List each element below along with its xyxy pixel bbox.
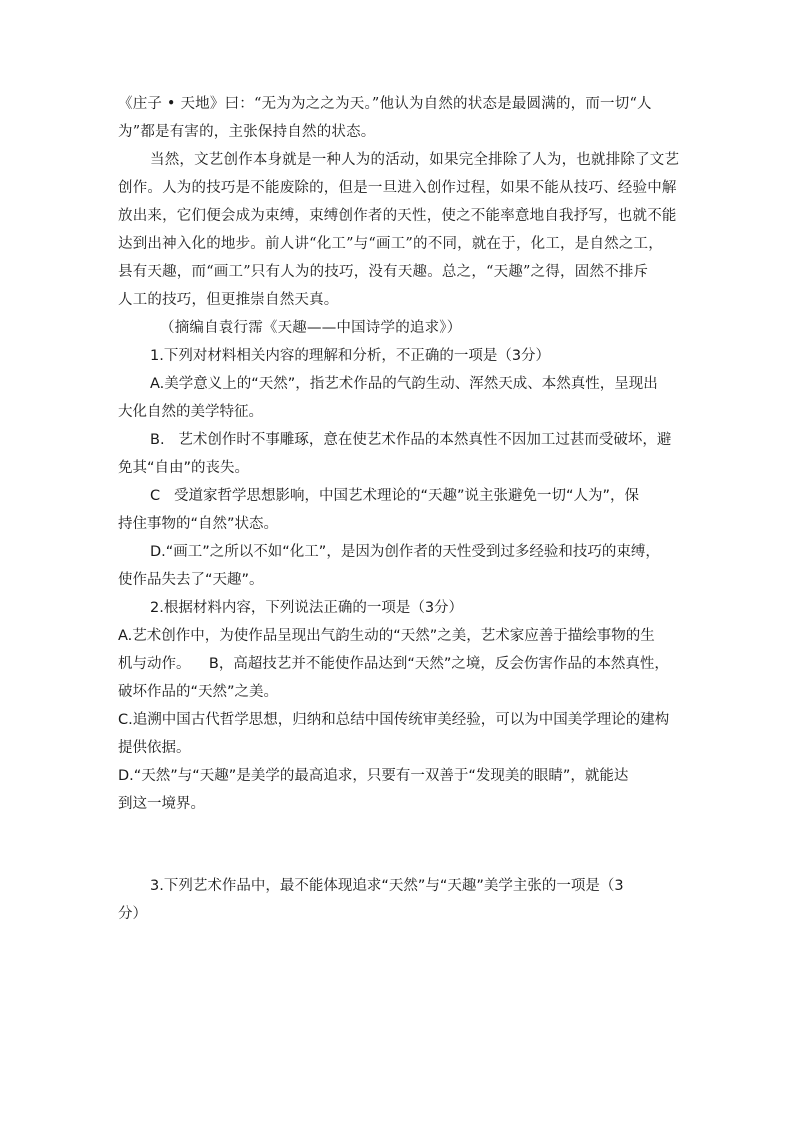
passage-source: （摘编自袁行霈《天趣——中国诗学的追求》）: [160, 320, 462, 336]
passage-line: 人工的技巧，但更推崇自然天真。: [118, 292, 339, 308]
question-1-option: 持住事物的“自然”状态。: [118, 516, 279, 532]
question-1-option: A.美学意义上的“天然”，指艺术作品的气韵生动、浑然天成、本然真性，呈现出: [150, 376, 658, 392]
question-3-stem: 分）: [118, 906, 147, 922]
question-1-option: 免其“自由”的丧失。: [118, 460, 250, 476]
question-2-option: C.追溯中国古代哲学思想，归纳和总结中国传统审美经验，可以为中国美学理论的建构: [118, 712, 670, 728]
passage-line: 《庄子 • 天地》曰：“无为为之之为天。”他认为自然的状态是最圆满的，而一切“人: [118, 96, 652, 112]
question-1-option: B. 艺术创作时不事雕琢，意在使艺术作品的本然真性不因加工过甚而受破坏，避: [150, 432, 672, 448]
passage-line: 达到出神入化的地步。前人讲“化工”与“画工”的不同，就在于，化工，是自然之工，: [118, 236, 663, 252]
passage-line: 放出来，它们便会成为束缚，束缚创作者的天性，使之不能率意地自我抒写，也就不能: [118, 208, 677, 224]
question-1-stem: 1.下列对材料相关内容的理解和分析，不正确的一项是（3分）: [150, 348, 551, 364]
question-2-option: 机与动作。 B，高超技艺并不能使作品达到“天然”之境，反会伤害作品的本然真性，: [118, 656, 669, 672]
question-3-stem: 3.下列艺术作品中，最不能体现追求“天然”与“天趣”美学主张的一项是（3: [150, 878, 624, 894]
passage-line: 为”都是有害的，主张保持自然的状态。: [118, 124, 376, 140]
question-1-option: C 受道家哲学思想影响，中国艺术理论的“天趣”说主张避免一切“人为”，保: [150, 488, 639, 504]
passage-line: 当然，文艺创作本身就是一种人为的活动，如果完全排除了人为，也就排除了文艺: [150, 152, 680, 168]
passage-line: 创作。人为的技巧是不能废除的，但是一旦进入创作过程，如果不能从技巧、经验中解: [118, 180, 677, 196]
question-2-stem: 2.根据材料内容，下列说法正确的一项是（3分）: [150, 600, 464, 616]
question-1-option: D.“画工”之所以不如“化工”，是因为创作者的天性受到过多经验和技巧的束缚，: [150, 544, 660, 560]
question-2-option: D.“天然”与“天趣”是美学的最高追求，只要有一双善于“发现美的眼睛”，就能达: [118, 768, 629, 784]
question-2-option: 提供依据。: [118, 740, 191, 756]
question-1-option: 使作品失去了“天趣”。: [118, 572, 264, 588]
question-2-option: A.艺术创作中，为使作品呈现出气韵生动的“天然”之美，艺术家应善于描绘事物的生: [118, 628, 655, 644]
passage-line: 县有天趣，而“画工”只有人为的技巧，没有天趣。总之，“天趣”之得，固然不排斥: [118, 264, 649, 280]
question-2-option: 到这一境界。: [118, 796, 205, 812]
question-1-option: 大化自然的美学特征。: [118, 404, 263, 420]
question-2-option: 破坏作品的“天然”之美。: [118, 684, 279, 700]
